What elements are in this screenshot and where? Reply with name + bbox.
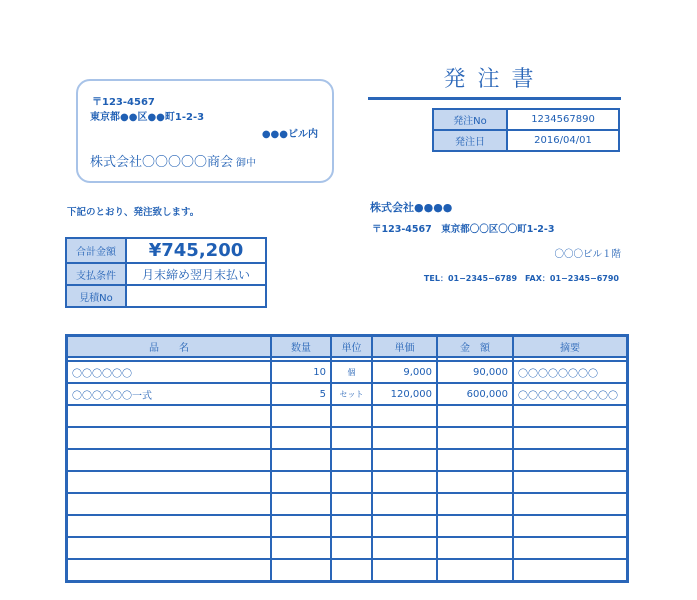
item-unit-price (372, 493, 437, 515)
recipient-company (90, 151, 256, 170)
table-row (67, 493, 628, 515)
order-number-label: 発注No (433, 109, 507, 130)
item-amount (437, 559, 513, 582)
item-name (67, 537, 272, 559)
item-remarks: 〇〇〇〇〇〇〇〇〇〇 (513, 383, 628, 405)
item-name (67, 493, 272, 515)
total-row (66, 238, 266, 263)
item-quantity (271, 427, 331, 449)
item-name: 〇〇〇〇〇〇一式 (67, 383, 272, 405)
quote-value (126, 285, 266, 307)
table-row (67, 537, 628, 559)
item-unit-price (372, 405, 437, 427)
item-quantity (271, 537, 331, 559)
issuer-company: 株式会社●●●● (370, 201, 453, 214)
item-amount: 90,000 (437, 361, 513, 383)
item-quantity (271, 515, 331, 537)
recipient-box (76, 79, 334, 183)
order-date-label: 発注日 (433, 130, 507, 151)
item-unit (331, 559, 372, 582)
item-amount (437, 405, 513, 427)
item-unit-price (372, 559, 437, 582)
item-remarks (513, 559, 628, 582)
item-unit-price: 120,000 (372, 383, 437, 405)
item-unit (331, 405, 372, 427)
order-number-value: 1234567890 (507, 109, 619, 130)
item-quantity (271, 405, 331, 427)
payment-value: 月末締め翌月末払い (126, 263, 266, 285)
item-remarks (513, 515, 628, 537)
title-underline (368, 97, 621, 100)
header-unit-price: 単価 (372, 336, 437, 358)
item-unit-price: 9,000 (372, 361, 437, 383)
item-remarks (513, 471, 628, 493)
table-row (67, 361, 628, 383)
item-unit-price (372, 471, 437, 493)
payment-label: 支払条件 (66, 263, 126, 285)
item-unit (331, 471, 372, 493)
item-amount (437, 427, 513, 449)
item-unit: 個 (331, 361, 372, 383)
table-row (67, 383, 628, 405)
payment-row (66, 263, 266, 285)
item-unit-price (372, 427, 437, 449)
item-unit-price (372, 515, 437, 537)
item-name (67, 559, 272, 582)
quote-row (66, 285, 266, 307)
item-unit-price (372, 537, 437, 559)
item-remarks (513, 427, 628, 449)
item-remarks (513, 449, 628, 471)
item-amount (437, 537, 513, 559)
item-unit (331, 493, 372, 515)
item-remarks (513, 537, 628, 559)
item-amount (437, 515, 513, 537)
item-unit (331, 427, 372, 449)
table-row (67, 471, 628, 493)
header-remarks: 摘要 (513, 336, 628, 358)
order-info-table (432, 108, 620, 152)
item-name (67, 471, 272, 493)
recipient-honorific: 御中 (236, 158, 257, 169)
item-remarks (513, 493, 628, 515)
recipient-building: ●●●ビル内 (261, 129, 318, 140)
header-unit: 単位 (331, 336, 372, 358)
item-quantity (271, 493, 331, 515)
header-quantity: 数量 (271, 336, 331, 358)
quote-label: 見積No (66, 285, 126, 307)
item-unit (331, 515, 372, 537)
items-table (65, 334, 629, 583)
header-item-name: 品 名 (67, 336, 272, 358)
table-row (67, 427, 628, 449)
item-remarks (513, 405, 628, 427)
issuer-tel-fax: TEL：01−2345−6789 FAX：01−2345−6790 (423, 274, 619, 283)
order-date-value: 2016/04/01 (507, 130, 619, 151)
item-unit-price (372, 449, 437, 471)
total-label: 合計金額 (66, 238, 126, 263)
order-note: 下記のとおり、発注致します。 (67, 207, 200, 218)
item-quantity (271, 559, 331, 582)
table-row (67, 559, 628, 582)
item-unit: セット (331, 383, 372, 405)
item-quantity: 5 (271, 383, 331, 405)
items-header-row (67, 336, 628, 358)
recipient-company-name: 株式会社〇〇〇〇〇商会 (90, 155, 234, 170)
item-name (67, 405, 272, 427)
item-quantity (271, 471, 331, 493)
table-row (67, 449, 628, 471)
item-unit (331, 449, 372, 471)
order-number-row (433, 109, 619, 130)
item-quantity: 10 (271, 361, 331, 383)
order-date-row (433, 130, 619, 151)
issuer-address: 〒123-4567 東京都〇〇区〇〇町1-2-3 (372, 224, 555, 235)
item-amount (437, 449, 513, 471)
item-amount (437, 471, 513, 493)
header-amount: 金 額 (437, 336, 513, 358)
item-remarks: 〇〇〇〇〇〇〇〇 (513, 361, 628, 383)
issuer-building: 〇〇〇ビル１階 (554, 249, 621, 260)
recipient-postal: 〒123-4567 (92, 97, 155, 108)
table-row (67, 515, 628, 537)
item-quantity (271, 449, 331, 471)
item-name: 〇〇〇〇〇〇 (67, 361, 272, 383)
item-name (67, 449, 272, 471)
item-unit (331, 537, 372, 559)
table-row (67, 405, 628, 427)
recipient-address: 東京都●●区●●町1-2-3 (90, 112, 205, 123)
document-title: 発注書 (443, 67, 546, 92)
summary-table (65, 237, 267, 308)
item-name (67, 515, 272, 537)
item-name (67, 427, 272, 449)
item-amount: 600,000 (437, 383, 513, 405)
item-amount (437, 493, 513, 515)
items-body (67, 361, 628, 582)
total-value: ¥745,200 (126, 238, 266, 263)
